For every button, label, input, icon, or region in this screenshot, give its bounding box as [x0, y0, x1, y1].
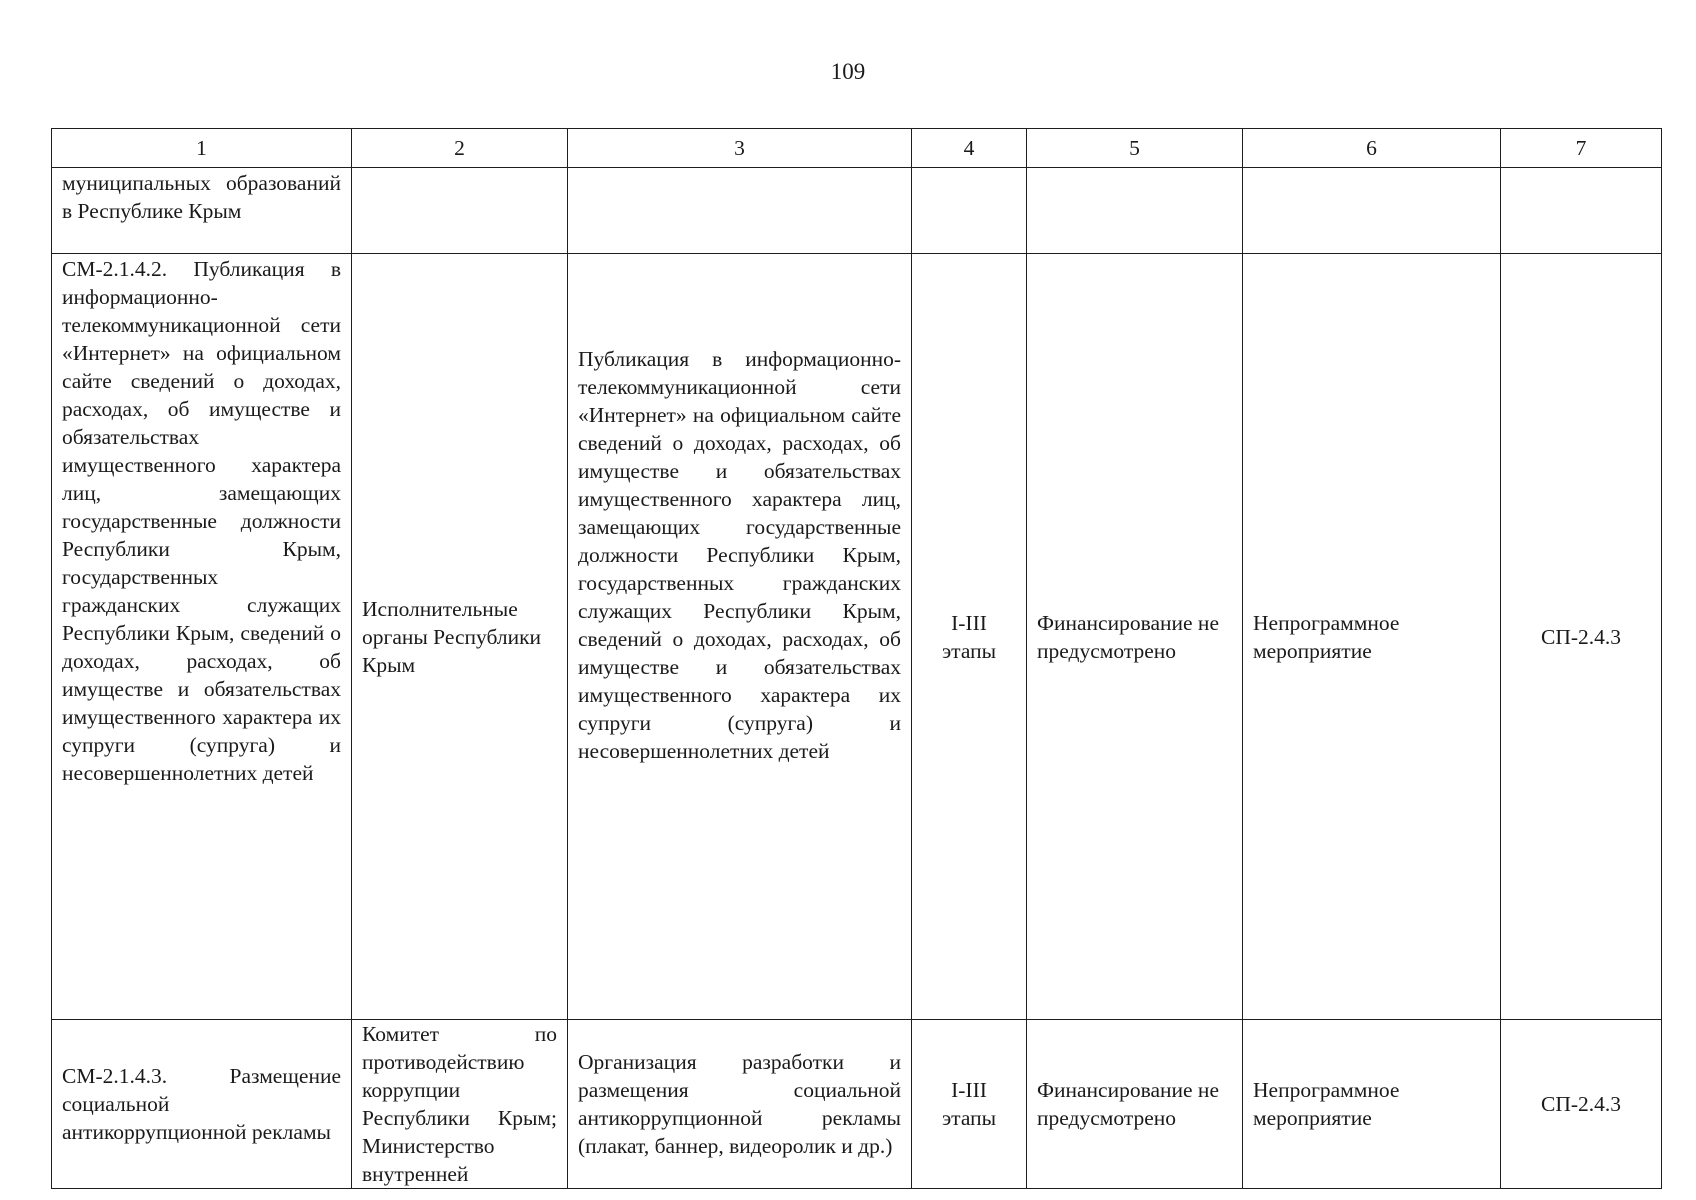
column-header: 6 — [1243, 129, 1501, 168]
indicator-code-cell: СП-2.4.3 — [1501, 1020, 1662, 1189]
column-header: 3 — [568, 129, 912, 168]
column-header: 1 — [52, 129, 352, 168]
column-header: 2 — [352, 129, 568, 168]
description-cell: Публикация в информационно-телекоммуникационной сети «Интернет» на официальном сайте сведений о доходах, расходах, об имуществе и обязательствах имущественного характера лиц, замещающих государственные должности Республики Крым, государственных гражданских служащих Республики Крым, сведений о доходах, расходах, об имуществе и обязательствах имущественного характера их супруги (супруга) и несовершеннолетних детей — [568, 254, 912, 1020]
empty-cell — [1243, 168, 1501, 254]
program-type-cell: Непрограммное мероприятие — [1243, 254, 1501, 1020]
table-row — [52, 254, 1662, 1020]
empty-cell — [568, 168, 912, 254]
indicator-code-cell: СП-2.4.3 — [1501, 254, 1662, 1020]
measure-name-cell: СМ-2.1.4.3. Размещение социальной антикоррупционной рекламы — [52, 1020, 352, 1189]
description-cell: Организация разработки и размещения социальной антикоррупционной рекламы (плакат, баннер, видеоролик и др.) — [568, 1020, 912, 1189]
measure-name-cell: муниципальных образований в Республике Крым — [52, 168, 352, 254]
column-header: 7 — [1501, 129, 1662, 168]
table-header-row — [52, 129, 1662, 168]
page-number: 109 — [830, 59, 866, 84]
empty-cell — [1501, 168, 1662, 254]
executor-cell: Исполнительные органы Республики Крым — [352, 254, 568, 1020]
measure-name-cell: СМ-2.1.4.2. Публикация в информационно-телекоммуникационной сети «Интернет» на официальном сайте сведений о доходах, расходах, об имуществе и обязательствах имущественного характера лиц, замещающих государственные должности Республики Крым, государственных гражданских служащих Республики Крым, сведений о доходах, расходах, об имуществе и обязательствах имущественного характера их супруги (супруга) и несовершеннолетних детей — [52, 254, 352, 1020]
stages-cell: I-III этапы — [912, 1020, 1027, 1189]
empty-cell — [912, 168, 1027, 254]
column-header: 4 — [912, 129, 1027, 168]
program-type-cell: Непрограммное мероприятие — [1243, 1020, 1501, 1189]
column-header: 5 — [1027, 129, 1243, 168]
stages-cell: I-III этапы — [912, 254, 1027, 1020]
empty-cell — [1027, 168, 1243, 254]
measures-table — [51, 128, 1662, 1189]
financing-cell: Финансирование не предусмотрено — [1027, 1020, 1243, 1189]
table-row — [52, 1020, 1662, 1189]
financing-cell: Финансирование не предусмотрено — [1027, 254, 1243, 1020]
executor-cell: Комитет по противодействию коррупции Республики Крым; Министерство внутренней — [352, 1020, 568, 1189]
empty-cell — [352, 168, 568, 254]
table-row-continuation — [52, 168, 1662, 254]
